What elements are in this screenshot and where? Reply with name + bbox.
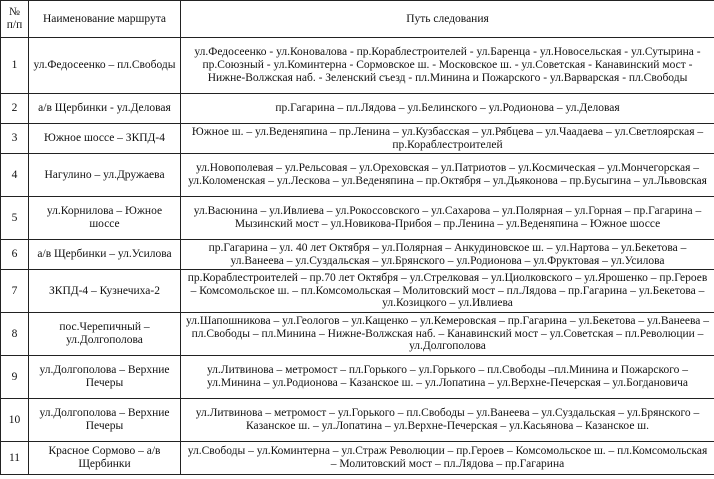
header-path: Путь следования [181, 1, 714, 38]
table-row [1, 270, 714, 313]
row-name: ул.Долгополова – Верхние Печеры [29, 399, 181, 442]
row-name: Нагулино – ул.Дружаева [29, 154, 181, 197]
row-num: 10 [1, 399, 29, 442]
table-row [1, 124, 714, 154]
table-row [1, 94, 714, 124]
table-row [1, 399, 714, 442]
row-path: ул.Свободы – ул.Коминтерна – ул.Страж Революции – пр.Героев – Комсомольское ш. – пл.Комсомольская – Молитовский мост – пл.Лядова – пр.Гагарина [181, 442, 714, 475]
row-path: Южное ш. – ул.Веденяпина – пр.Ленина – ул.Кузбасская – ул.Рябцева – ул.Чаадаева – ул.Светлоярская – пр.Кораблестроителей [181, 124, 714, 154]
row-num: 9 [1, 356, 29, 399]
table-row [1, 154, 714, 197]
row-num: 3 [1, 124, 29, 154]
row-path: ул.Васюнина – ул.Ивлиева – ул.Рокоссовского – ул.Сахарова – ул.Полярная – ул.Горная – пр.Гагарина – Мызинский мост – ул.Новикова-Прибоя – пр.Ленина – ул.Веденяпина – Южное шоссе [181, 197, 714, 240]
table-row [1, 442, 714, 475]
row-path: пр.Кораблестроителей – пр.70 лет Октября – ул.Стрелковая – ул.Циолковского – ул.Ярошенко – пр.Героев – Комсомольское ш. – пл.Комсомольская – Молитовский мост – пл.Лядова – пр.Гагарина – ул.Бекетова – ул.Козицкого – ул.Ивлиева [181, 270, 714, 313]
row-name: Южное шоссе – ЗКПД-4 [29, 124, 181, 154]
row-num: 1 [1, 38, 29, 94]
row-name: а/в Щербинки - ул.Деловая [29, 94, 181, 124]
row-path: ул.Литвинова – метромост – пл.Горького – ул.Горького – пл.Свободы –пл.Минина и Пожарского – ул.Минина – ул.Родионова – Казанское ш. – ул.Лопатина – ул.Верхне-Печерская – ул.Богдановича [181, 356, 714, 399]
row-name: а/в Щербинки – ул.Усилова [29, 240, 181, 270]
row-name: ул.Долгополова – Верхние Печеры [29, 356, 181, 399]
row-name: ЗКПД-4 – Кузнечиха-2 [29, 270, 181, 313]
table-row [1, 240, 714, 270]
header-name: Наименование маршрута [29, 1, 181, 38]
table-row [1, 313, 714, 356]
row-name: Красное Сормово – а/в Щербинки [29, 442, 181, 475]
row-num: 8 [1, 313, 29, 356]
header-num: № п/п [1, 1, 29, 38]
row-num: 4 [1, 154, 29, 197]
row-path: пр.Гагарина – ул. 40 лет Октября – ул.Полярная – Анкудиновское ш. – ул.Нартова – ул.Бекетова – ул.Ванеева – ул.Суздальская – ул.Брянского – ул.Родионова – ул.Фруктовая – ул.Усилова [181, 240, 714, 270]
row-num: 6 [1, 240, 29, 270]
table-row [1, 356, 714, 399]
row-name: пос.Черепичный – ул.Долгополова [29, 313, 181, 356]
table-header-row [1, 1, 714, 38]
row-num: 5 [1, 197, 29, 240]
row-name: ул.Корнилова – Южное шоссе [29, 197, 181, 240]
row-num: 2 [1, 94, 29, 124]
row-path: ул.Литвинова – метромост – ул.Горького – пл.Свободы – ул.Ванеева – ул.Суздальская – ул.Брянского – Казанское ш. – ул.Лопатина – ул.Верхне-Печерская – ул.Касьянова – Казанское ш. [181, 399, 714, 442]
row-path: ул.Шапошникова – ул.Геологов – ул.Кащенко – ул.Кемеровская – пр.Гагарина – ул.Бекетова – ул.Ванеева – пл.Свободы – пл.Минина – Нижне-Волжская наб. – Канавинский мост – ул.Советская – пл.Революции – ул.Долгополова [181, 313, 714, 356]
row-num: 7 [1, 270, 29, 313]
row-path: ул.Федосеенко - ул.Коновалова - пр.Кораблестроителей - ул.Баренца - ул.Новосельская - ул.Сутырина - пр.Союзный - ул.Коминтерна - Сормовское ш. - Московское ш. - ул.Советская - Канавинский мост - Нижне-Волжская наб. - Зеленский съезд - пл.Минина и Пожарского - ул.Варварская - пл.Свободы [181, 38, 714, 94]
table-row [1, 38, 714, 94]
row-path: ул.Новополевая – ул.Рельсовая – ул.Ореховская – ул.Патриотов – ул.Космическая – ул.Мончегорская – ул.Коломенская – ул.Лескова – ул.Веденяпина – пр.Октября – ул.Дьяконова – пр.Бусыгина – ул.Львовская [181, 154, 714, 197]
row-num: 11 [1, 442, 29, 475]
row-name: ул.Федосеенко – пл.Свободы [29, 38, 181, 94]
row-path: пр.Гагарина – пл.Лядова – ул.Белинского – ул.Родионова – ул.Деловая [181, 94, 714, 124]
table-row [1, 197, 714, 240]
